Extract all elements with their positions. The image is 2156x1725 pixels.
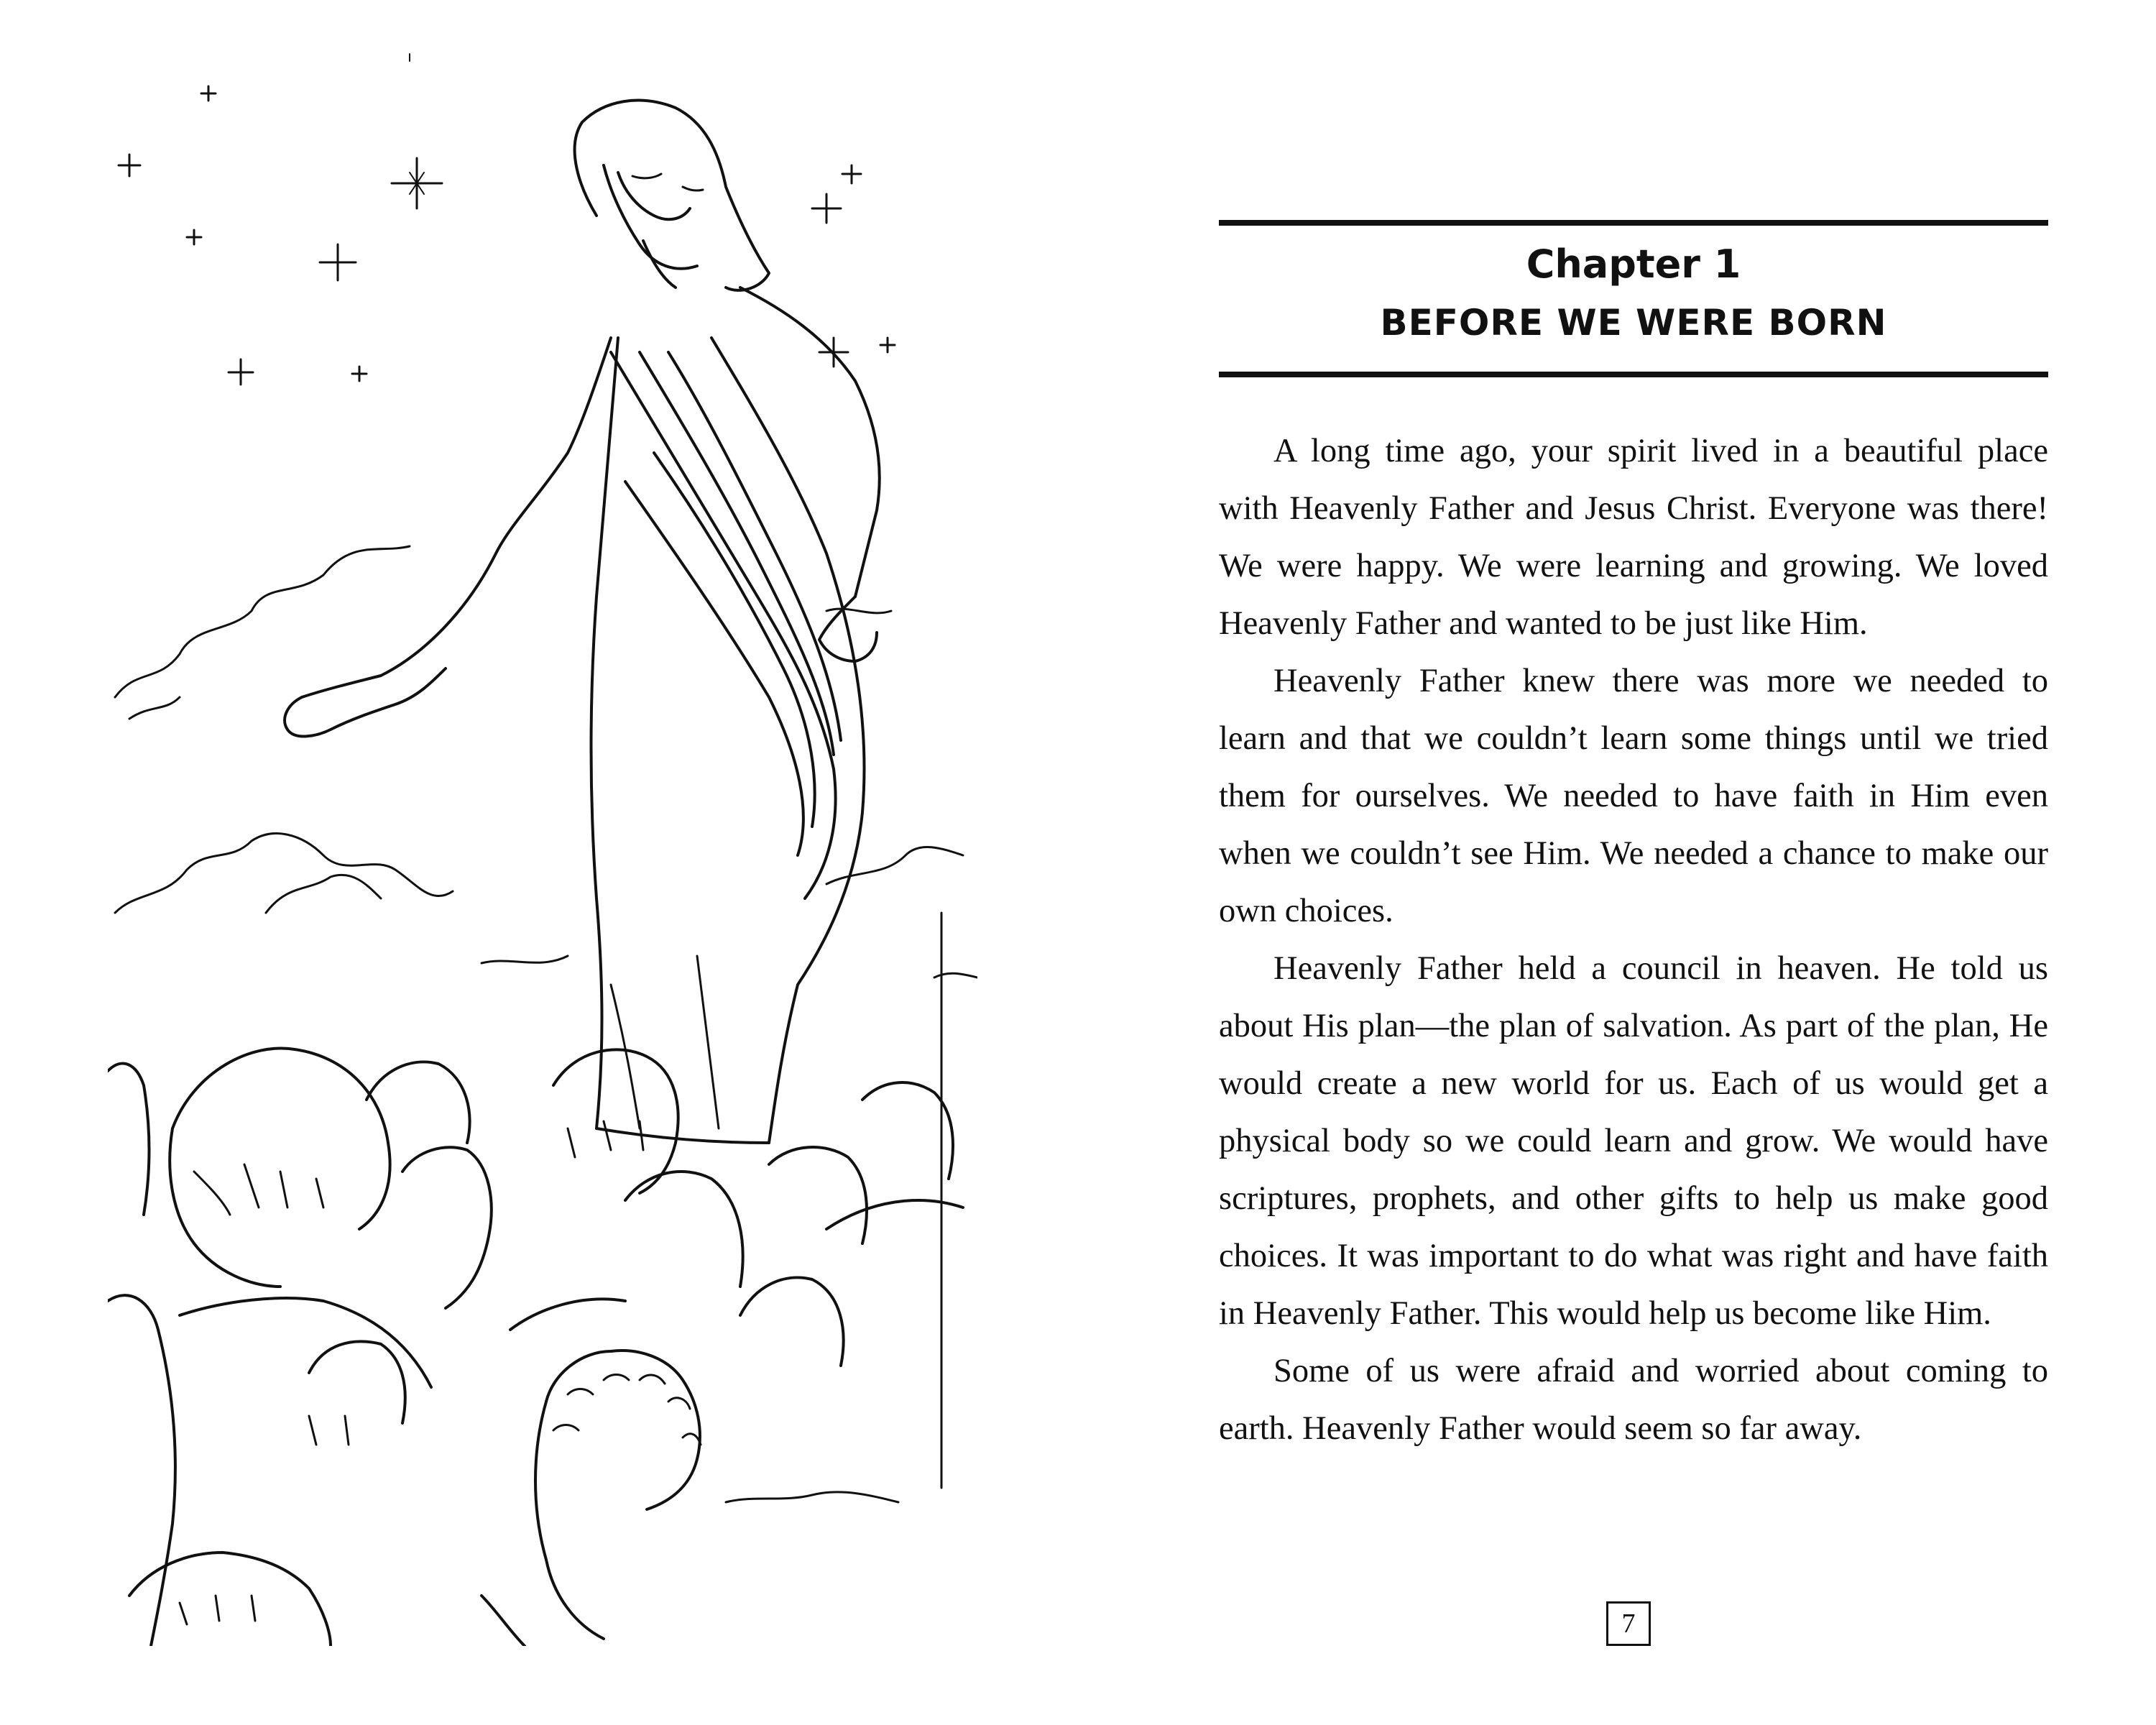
heading-rule-top [1219, 220, 2048, 226]
crowd-figures [108, 913, 963, 1646]
paragraph: Heavenly Father held a council in heaven. He told us about His plan—the plan of salvation. As part of the plan, He would create a new world for us. Each of us would get a physical body so we could learn and grow. We would have scriptures, prophets, and other gifts to help us make good choices. It was important to do what was right and have faith in Heavenly Father. This would help us become like Him. [1219, 950, 2048, 1332]
star-icon [119, 54, 895, 385]
right-page [1078, 0, 2156, 1725]
christ-with-crowd-illustration [108, 50, 977, 1646]
page-number: 7 [1606, 1601, 1651, 1646]
paragraph: Heavenly Father knew there was more we needed to learn and that we couldn’t learn some things until we tried them for ourselves. We needed to have faith in Him even when we couldn’t see Him. We needed a chance to make our own choices. [1219, 663, 2048, 929]
chapter-heading [1219, 236, 2048, 352]
chapter-body [1219, 423, 2048, 1458]
chapter-title: BEFORE WE WERE BORN [1380, 302, 1887, 344]
paragraph: Some of us were afraid and worried about coming to earth. Heavenly Father would seem so far away. [1219, 1353, 2048, 1447]
paragraph: A long time ago, your spirit lived in a beautiful place with Heavenly Father and Jesus Christ. Everyone was there! We were happy. We were learning and growing. We loved Heavenly Father and wanted to be just like Him. [1219, 433, 2048, 642]
chapter-label: Chapter 1 [1526, 242, 1741, 287]
cloud-outline [115, 546, 977, 978]
heading-rule-bottom [1219, 372, 2048, 377]
christ-figure [285, 101, 880, 1143]
